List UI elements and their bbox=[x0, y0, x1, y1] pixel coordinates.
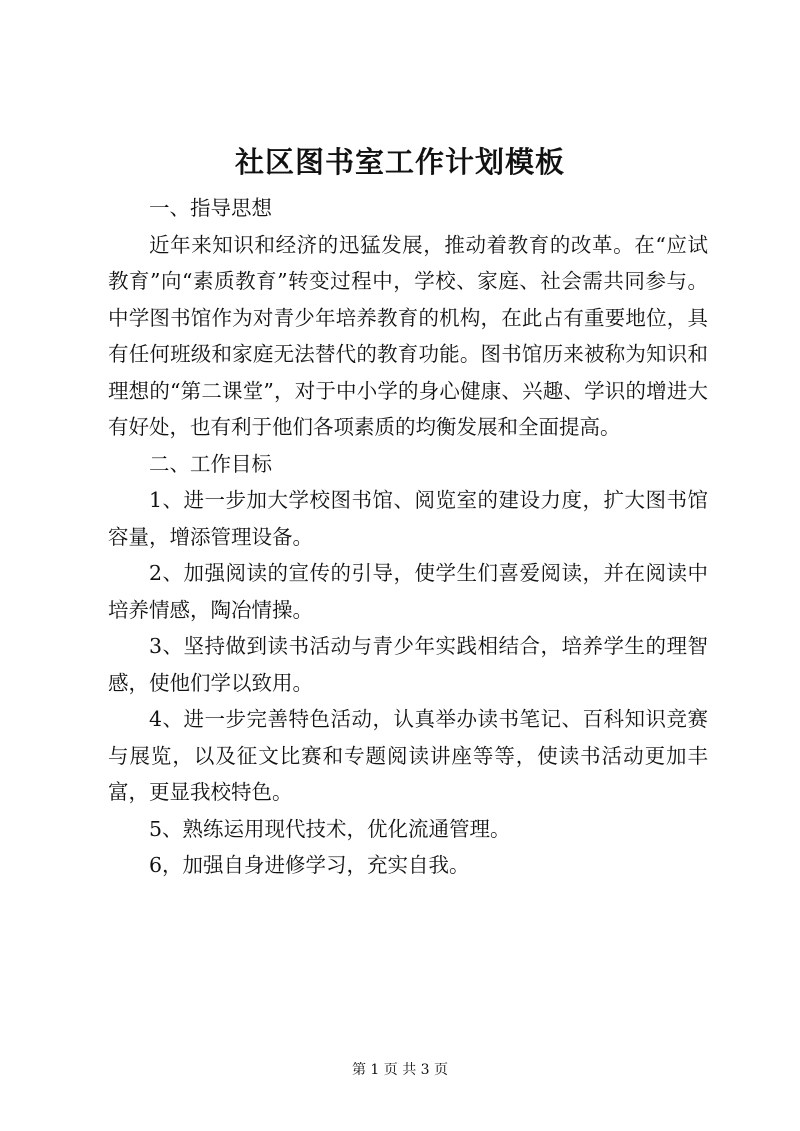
page-number-footer: 第 1 页 共 3 页 bbox=[351, 1062, 449, 1078]
body-paragraph-background: 近年来知识和经济的迅猛发展，推动着教育的改革。在“应试教育”向“素质教育”转变过程中，学校、家庭、社会需共同参与。中学图书馆作为对青少年培养教育的机构，在此占有重要地位，具有任何班级和家庭无法替代的教育功能。图书馆历来被称为知识和理想的“第二课堂”，对于中小学的身心健康、兴趣、学识的增进大有好处，也有利于他们各项素质的均衡发展和全面提高。 bbox=[108, 232, 708, 439]
section-heading-work-goals: 二、工作目标 bbox=[149, 451, 272, 476]
document-title: 社区图书室工作计划模板 bbox=[234, 145, 565, 179]
goal-item-6: 6，加强自身进修学习，充实自我。 bbox=[149, 853, 470, 877]
goal-item-5: 5、熟练运用现代技术，优化流通管理。 bbox=[149, 816, 511, 841]
goal-item-1: 1、进一步加大学校图书馆、阅览室的建设力度，扩大图书馆容量，增添管理设备。 bbox=[108, 488, 708, 549]
section-heading-guiding-ideology: 一、指导思想 bbox=[149, 196, 272, 220]
goal-item-4: 4、进一步完善特色活动，认真举办读书笔记、百科知识竞赛与展览，以及征文比赛和专题阅读讲座等等，使读书活动更加丰富，更显我校特色。 bbox=[108, 707, 708, 804]
goal-item-2: 2、加强阅读的宣传的引导，使学生们喜爱阅读，并在阅读中培养情感，陶冶情操。 bbox=[108, 561, 708, 622]
goal-item-3: 3、坚持做到读书活动与青少年实践相结合，培养学生的理智感，使他们学以致用。 bbox=[108, 634, 708, 695]
document-body bbox=[108, 190, 708, 884]
